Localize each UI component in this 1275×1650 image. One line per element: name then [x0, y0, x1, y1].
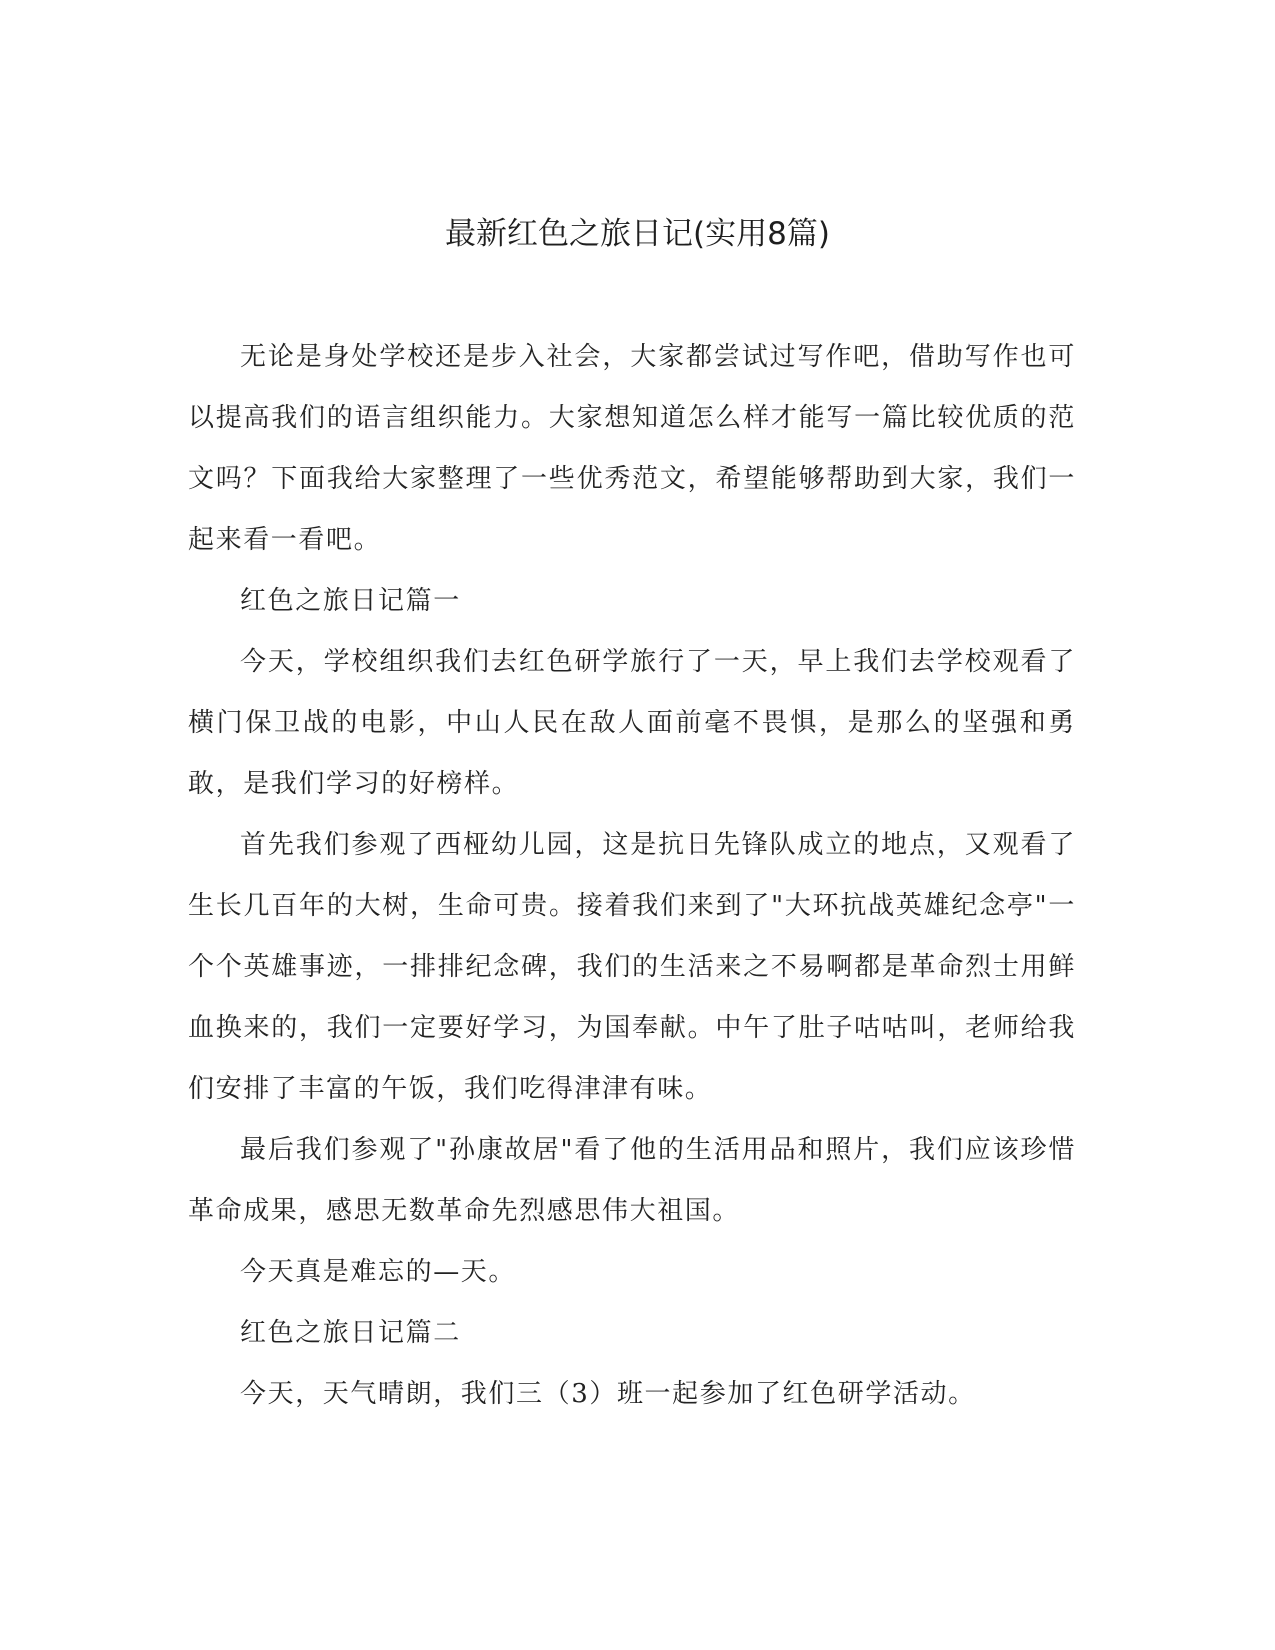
intro-paragraph: 无论是身处学校还是步入社会，大家都尝试过写作吧，借助写作也可以提高我们的语言组织能力。大家想知道怎么样才能写一篇比较优质的范文吗？下面我给大家整理了一些优秀范文，希望能够帮助到大家，我们一起来看一看吧。 [188, 342, 1076, 555]
body-paragraph: 今天，学校组织我们去红色研学旅行了一天，早上我们去学校观看了横门保卫战的电影，中山人民在敌人面前毫不畏惧，是那么的坚强和勇敢，是我们学习的好榜样。 [188, 647, 1076, 799]
section-heading-1: 红色之旅日记篇一 [240, 586, 461, 616]
section-heading-2: 红色之旅日记篇二 [240, 1318, 461, 1348]
body-paragraph: 最后我们参观了"孙康故居"看了他的生活用品和照片，我们应该珍惜革命成果，感思无数革命先烈感思伟大祖国。 [188, 1135, 1076, 1226]
body-paragraph: 今天，天气晴朗，我们三（3）班一起参加了红色研学活动。 [240, 1379, 976, 1409]
body-paragraph: 首先我们参观了西桠幼儿园，这是抗日先锋队成立的地点，又观看了生长几百年的大树，生命可贵。接着我们来到了"大环抗战英雄纪念亭"一个个英雄事迹，一排排纪念碑，我们的生活来之不易啊都是革命烈士用鲜血换来的，我们一定要好学习，为国奉献。中午了肚子咕咕叫，老师给我们安排了丰富的午饭，我们吃得津津有味。 [188, 830, 1076, 1104]
body-paragraph: 今天真是难忘的—天。 [240, 1257, 517, 1287]
document-body [188, 327, 1076, 1425]
document-title: 最新红色之旅日记(实用8篇) [445, 216, 830, 252]
